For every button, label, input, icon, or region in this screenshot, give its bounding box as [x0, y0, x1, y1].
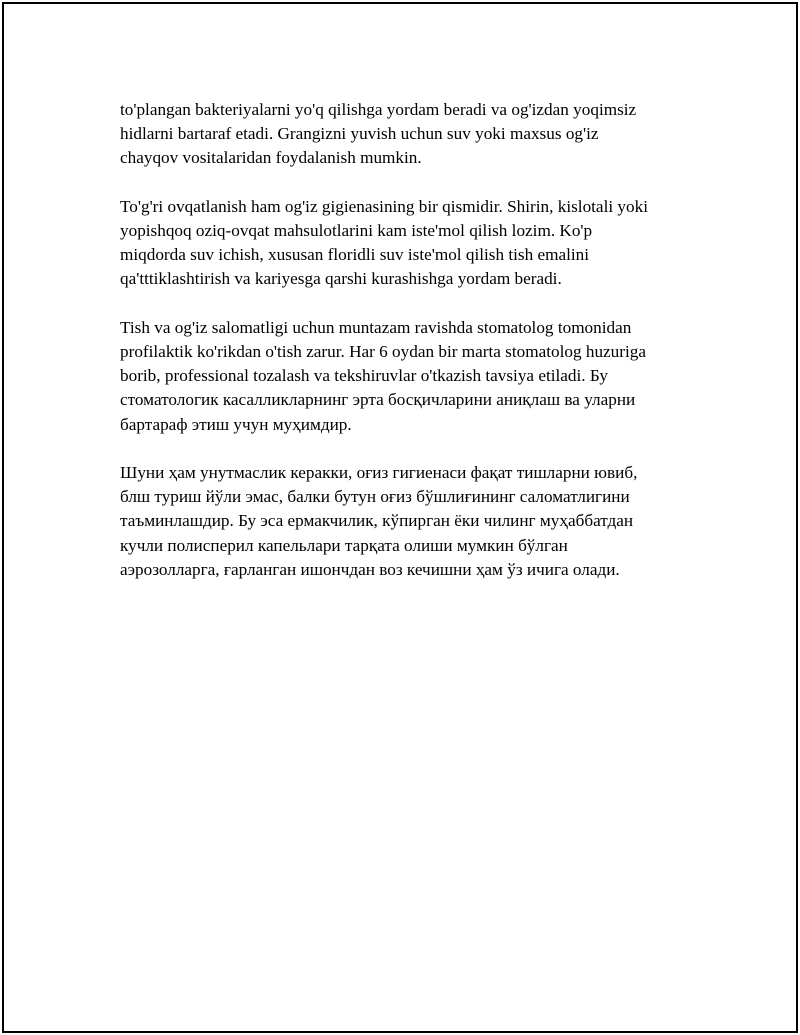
text-line: borib, professional tozalash va tekshiruvlar o'tkazish tavsiya etiladi. Бу [120, 366, 608, 386]
text-line: кучли полисперил капельлари тарқата олиши мумкин бўлган [120, 535, 568, 555]
text-line: qa'tttiklashtirish va kariyesga qarshi kurashishga yordam beradi. [120, 269, 562, 289]
document-page [2, 2, 798, 1033]
text-line: Шуни ҳам унутмаслик керакки, оғиз гигиенаси фақат тишларни ювиб, [120, 463, 638, 482]
paragraph-1 [120, 98, 700, 171]
document-body [120, 98, 700, 606]
paragraph-3 [120, 316, 700, 437]
text-line: таъминлашдир. Бу эса ермакчилик, кўпирган ёки чилинг муҳаббатдан [120, 511, 634, 531]
text-line: hidlarni bartaraf etadi. Grangizni yuvish uchun suv yoki maxsus og'iz [120, 124, 599, 144]
text-line: блш туриш йўли эмас, балки бутун оғиз бўшлиғининг саломатлигини [120, 487, 630, 507]
text-line: chayqov vositalaridan foydalanish mumkin. [120, 148, 422, 168]
text-line: to'plangan bakteriyalarni yo'q qilishga yordam beradi va og'izdan yoqimsiz [120, 100, 637, 119]
text-line: profilaktik ko'rikdan o'tish zarur. Har 6 oydan bir marta stomatolog huzuriga [120, 342, 646, 361]
text-line: To'g'ri ovqatlanish ham og'iz gigienasining bir qismidir. Shirin, kislotali yoki [120, 196, 648, 216]
text-line: стоматологик касалликларнинг эрта босқичларини аниқлаш ва уларни [120, 390, 636, 410]
text-line: yopishqoq oziq-ovqat mahsulotlarini kam iste'mol qilish lozim. Ko'p [120, 221, 593, 240]
text-line: аэрозолларга, ғарланган ишончдан воз кечишни ҳам ўз ичига олади. [120, 559, 620, 579]
text-line: бартараф этиш учун муҳимдир. [120, 414, 352, 434]
text-line: miqdorda suv ichish, xususan floridli suv iste'mol qilish tish emalini [120, 245, 590, 265]
paragraph-2 [120, 195, 700, 292]
paragraph-4 [120, 461, 700, 582]
text-line: Tish va og'iz salomatligi uchun muntazam ravishda stomatolog tomonidan [120, 317, 632, 337]
